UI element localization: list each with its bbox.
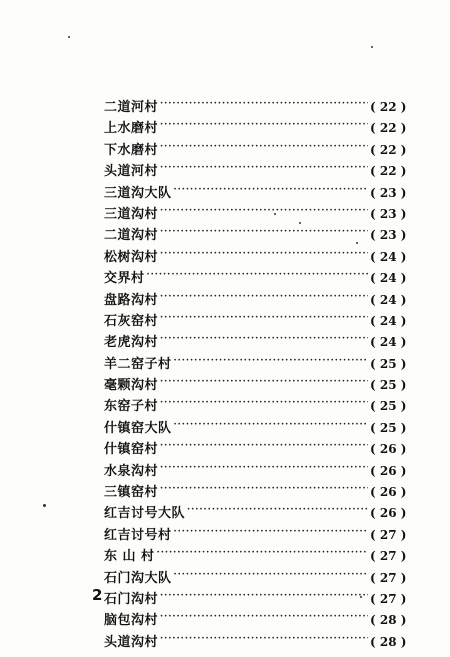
toc-entry-name: 东 山 村 [104,549,155,565]
toc-entry-page: ( 25 ) [370,378,407,393]
dot-leader [160,309,368,328]
toc-entry-name: 老虎沟村 [104,335,159,351]
toc-entry-name: 脑包沟村 [104,613,159,629]
toc-entry-name: 交界村 [104,271,145,287]
dot-leader [160,245,368,264]
dot-leader [160,373,368,392]
toc-entry-name: 三道沟村 [104,206,159,222]
toc-entry-page: ( 27 ) [370,549,407,564]
dot-leader [160,394,368,413]
scan-speck [360,596,362,598]
dot-leader [160,116,368,135]
toc-entry-name: 松树沟村 [104,249,159,265]
dot-leader [160,480,368,499]
toc-entry-page: ( 24 ) [370,313,407,328]
toc-entry [104,184,406,203]
toc-entry [104,141,406,160]
toc-entry-name: 石灰窑村 [104,313,159,329]
toc-entry [104,355,406,374]
toc-entry-page: ( 23 ) [370,185,407,200]
dot-leader [160,202,368,221]
toc-entry [104,547,406,566]
toc-entry [104,483,406,502]
toc-entry-page: ( 22 ) [370,164,407,179]
toc-entry-name: 石门沟大队 [104,570,172,586]
dot-leader [174,352,368,371]
toc-entry-page: ( 28 ) [370,613,407,628]
toc-entry [104,526,406,545]
dot-leader [174,523,368,542]
toc-entry [104,504,406,523]
toc-entry-page: ( 24 ) [370,271,407,286]
dot-leader [174,566,368,585]
toc-entry [104,590,406,609]
dot-leader [187,501,368,520]
dot-leader [160,608,368,627]
dot-leader [160,95,368,114]
page-number: 2 [92,586,103,604]
toc-entry-name: 三道沟大队 [104,185,172,201]
toc-entry-page: ( 27 ) [370,591,407,606]
toc-entry-name: 下水磨村 [104,142,159,158]
toc-entry-page: ( 27 ) [370,570,407,585]
toc-entry-name: 红吉讨号村 [104,527,172,543]
toc-entry-name: 三镇窑村 [104,485,159,501]
toc-entry-page: ( 23 ) [370,206,407,221]
toc-entry [104,440,406,459]
toc-entry-page: ( 22 ) [370,100,407,114]
scan-speck [356,242,358,244]
toc-entry-name: 上水磨村 [104,121,159,137]
toc-entry-page: ( 26 ) [370,463,407,478]
toc-entry-page: ( 25 ) [370,420,407,435]
toc-entry-page: ( 22 ) [370,142,407,157]
toc-entry [104,269,406,288]
scan-speck [274,213,276,215]
toc-entry-page: ( 24 ) [370,249,407,264]
toc-entry [104,226,406,245]
toc-entry [104,205,406,224]
dot-leader [174,416,368,435]
dot-leader [147,266,368,285]
toc-entry-name: 头道沟村 [104,634,159,650]
toc-entry [104,376,406,395]
dot-leader [157,544,368,563]
toc-entry-name: 石门沟村 [104,591,159,607]
toc-entry [104,333,406,352]
toc-entry-page: ( 27 ) [370,527,407,542]
toc-entry-page: ( 26 ) [370,442,407,457]
toc-entry-name: 红吉讨号大队 [104,506,186,522]
toc-entry [104,462,406,481]
toc-entry [104,98,406,117]
dot-leader [174,181,368,200]
toc-entry [104,569,406,588]
toc-entry [104,397,406,416]
toc-entry-page: ( 24 ) [370,292,407,307]
toc-entry [104,248,406,267]
toc-entry [104,162,406,181]
toc-entry [104,119,406,138]
toc-entry [104,419,406,438]
toc-entry-page: ( 25 ) [370,356,407,371]
toc-entry [104,633,406,652]
scan-speck [43,504,46,507]
dot-leader [160,159,368,178]
table-of-contents [104,98,406,654]
toc-entry-page: ( 26 ) [370,485,407,500]
toc-entry-name: 毫颗沟村 [104,378,159,394]
dot-leader [160,288,368,307]
dot-leader [160,138,368,157]
toc-entry-page: ( 23 ) [370,228,407,243]
toc-entry-name: 什镇窑村 [104,442,159,458]
toc-entry-name: 羊二窑子村 [104,356,172,372]
toc-entry [104,312,406,331]
toc-entry-page: ( 25 ) [370,399,407,414]
dot-leader [160,437,368,456]
toc-entry-name: 水泉沟村 [104,463,159,479]
scan-speck [68,36,70,38]
toc-entry-name: 头道河村 [104,164,159,180]
dot-leader [160,223,368,242]
dot-leader [160,459,368,478]
toc-entry-page: ( 26 ) [370,506,407,521]
toc-entry-name: 二道沟村 [104,228,159,244]
dot-leader [160,630,368,649]
toc-entry-page: ( 22 ) [370,121,407,136]
dot-leader [160,587,368,606]
toc-entry-name: 东窑子村 [104,399,159,415]
scan-speck [299,222,301,224]
scan-speck [371,46,373,48]
toc-entry-name: 什镇窑大队 [104,420,172,436]
toc-entry-page: ( 28 ) [370,634,407,649]
toc-entry-name: 盘路沟村 [104,292,159,308]
toc-entry [104,611,406,630]
dot-leader [160,330,368,349]
toc-entry-page: ( 24 ) [370,335,407,350]
toc-entry [104,291,406,310]
toc-entry-name: 二道河村 [104,100,159,115]
